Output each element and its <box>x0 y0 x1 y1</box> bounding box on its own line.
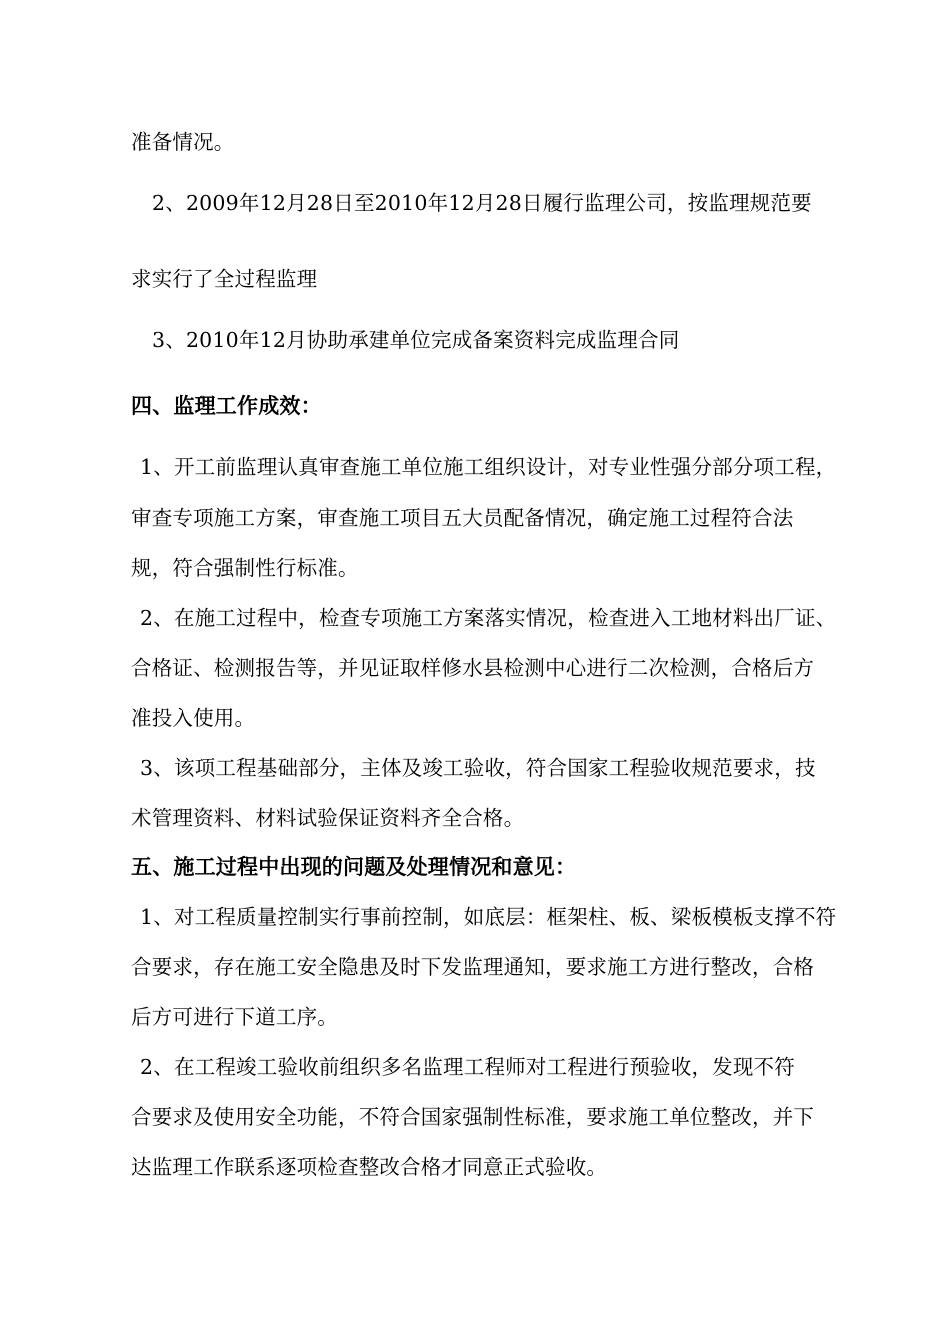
paragraph-line: 1、开工前监理认真审查施工单位施工组织设计，对专业性强分部分项工程， <box>140 455 837 479</box>
paragraph-line: 后方可进行下道工序。 <box>131 1005 338 1029</box>
paragraph-line: 2、在工程竣工验收前组织多名监理工程师对工程进行预验收，发现不符 <box>140 1055 795 1079</box>
paragraph-line: 合要求，存在施工安全隐患及时下发监理通知，要求施工方进行整改，合格 <box>131 955 815 979</box>
paragraph-line: 合格证、检测报告等，并见证取样修水县检测中心进行二次检测，合格后方 <box>131 656 815 680</box>
paragraph-line: 2、在施工过程中，检查专项施工方案落实情况，检查进入工地材料出厂证、 <box>140 606 837 630</box>
paragraph-line: 规，符合强制性行标准。 <box>131 556 359 580</box>
paragraph-line: 求实行了全过程监理 <box>131 267 318 291</box>
paragraph-line: 审查专项施工方案，审查施工项目五大员配备情况，确定施工过程符合法 <box>131 506 794 530</box>
paragraph-line: 准备情况。 <box>131 130 235 154</box>
section-heading-4: 四、监理工作成效： <box>131 393 322 418</box>
paragraph-line: 达监理工作联系逐项检查整改合格才同意正式验收。 <box>131 1155 608 1179</box>
section-heading-5: 五、施工过程中出现的问题及处理情况和意见： <box>131 854 577 879</box>
paragraph-line: 合要求及使用安全功能，不符合国家强制性标准，要求施工单位整改，并下 <box>131 1105 815 1129</box>
paragraph-line: 2、2009年12月28日至2010年12月28日履行监理公司，按监理规范要 <box>152 191 812 215</box>
paragraph-line: 1、对工程质量控制实行事前控制，如底层：框架柱、板、梁板模板支撑不符 <box>140 905 837 929</box>
paragraph-line: 术管理资料、材料试验保证资料齐全合格。 <box>131 806 525 830</box>
paragraph-line: 3、该项工程基础部分，主体及竣工验收，符合国家工程验收规范要求，技 <box>140 756 816 780</box>
paragraph-line: 3、2010年12月协助承建单位完成备案资料完成监理合同 <box>152 328 680 352</box>
paragraph-line: 准投入使用。 <box>131 706 256 730</box>
